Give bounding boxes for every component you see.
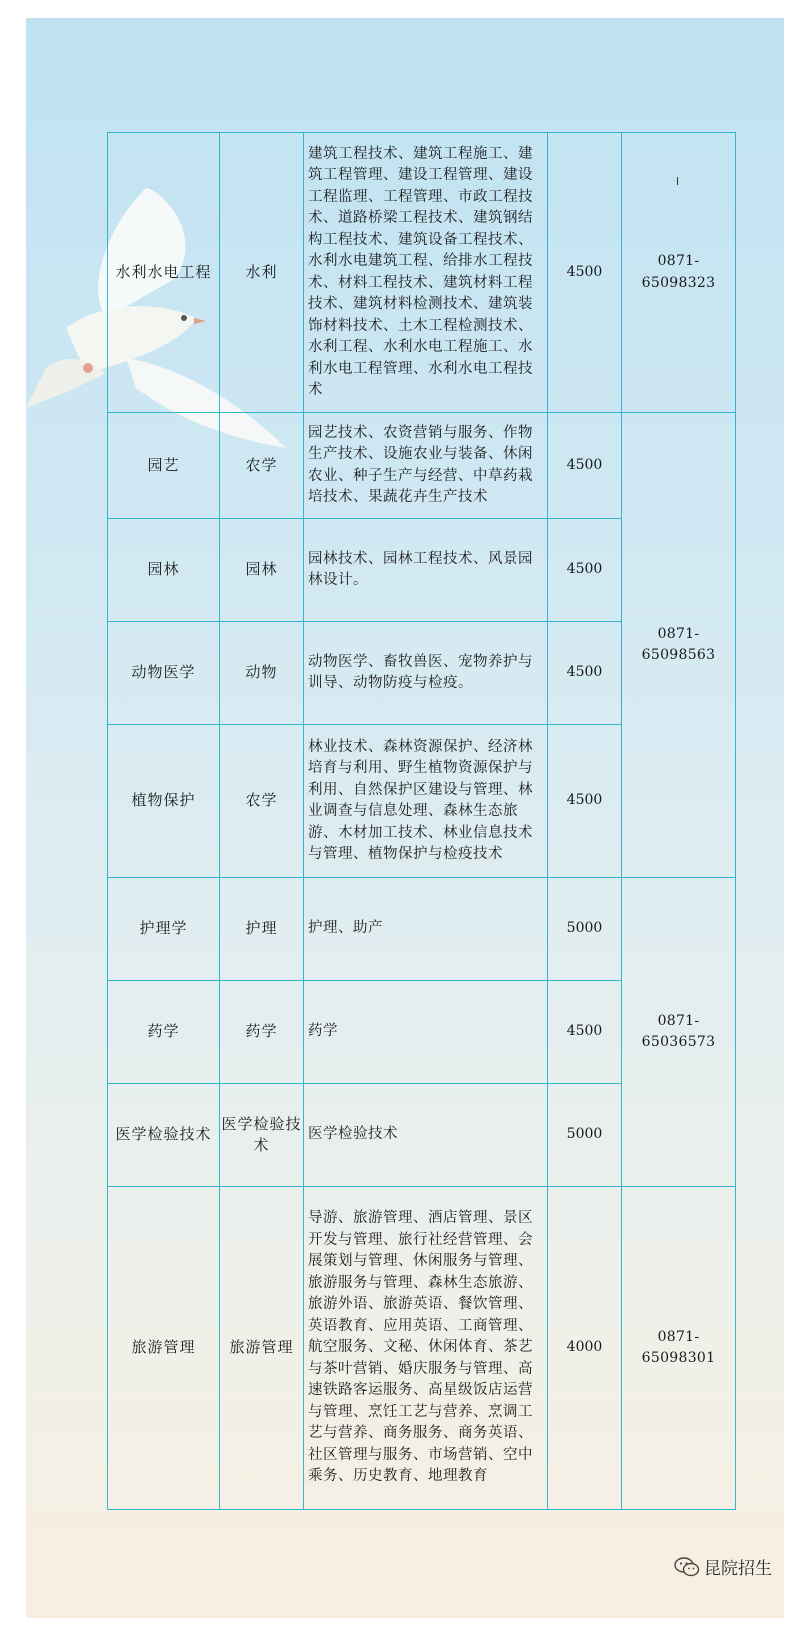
- tuition-fee: 4500: [548, 981, 622, 1084]
- major-name: 药学: [108, 981, 220, 1084]
- wechat-icon: [674, 1557, 700, 1577]
- contact-phone: 0871-65098563: [622, 413, 736, 878]
- table-row: [108, 133, 736, 413]
- major-name: 医学检验技术: [108, 1084, 220, 1187]
- major-category: 农学: [220, 413, 304, 519]
- contact-phone: 0871-65036573: [622, 878, 736, 1187]
- table-row: [108, 1187, 736, 1510]
- major-name: 水利水电工程: [108, 133, 220, 413]
- major-category: 园林: [220, 519, 304, 622]
- account-name: 昆院招生: [704, 1559, 772, 1579]
- contact-phone: 0871-65098301: [622, 1187, 736, 1510]
- poster-background: [26, 18, 784, 1618]
- majors-table: [107, 132, 736, 1510]
- major-description: 园艺技术、农资营销与服务、作物生产技术、设施农业与装备、休闲农业、种子生产与经营、中草药栽培技术、果蔬花卉生产技术: [304, 413, 548, 519]
- major-description: 医学检验技术: [304, 1084, 548, 1187]
- major-category: 动物: [220, 622, 304, 725]
- major-category: 水利: [220, 133, 304, 413]
- major-category: 医学检验技术: [220, 1084, 304, 1187]
- major-description: 林业技术、森林资源保护、经济林培育与利用、野生植物资源保护与利用、自然保护区建设与管理、林业调查与信息处理、森林生态旅游、木材加工技术、林业信息技术与管理、植物保护与检疫技术: [304, 725, 548, 878]
- major-description: 护理、助产: [304, 878, 548, 981]
- major-name: 护理学: [108, 878, 220, 981]
- major-name: 旅游管理: [108, 1187, 220, 1510]
- tuition-fee: 5000: [548, 1084, 622, 1187]
- major-description: 动物医学、畜牧兽医、宠物养护与训导、动物防疫与检疫。: [304, 622, 548, 725]
- major-name: 动物医学: [108, 622, 220, 725]
- tuition-fee: 4000: [548, 1187, 622, 1510]
- major-name: 园林: [108, 519, 220, 622]
- contact-phone: 0871-65098323: [622, 133, 736, 413]
- major-description: 导游、旅游管理、酒店管理、景区开发与管理、旅行社经营管理、会展策划与管理、休闲服务与管理、旅游服务与管理、森林生态旅游、旅游外语、旅游英语、餐饮管理、英语教育、应用英语、工商管理、航空服务、文秘、休闲体育、茶艺与茶叶营销、婚庆服务与管理、高速铁路客运服务、高星级饭店运营与管理、烹饪工艺与营养、烹调工艺与营养、商务服务、商务英语、社区管理与服务、市场营销、空中乘务、历史教育、地理教育: [304, 1187, 548, 1510]
- tuition-fee: 5000: [548, 878, 622, 981]
- major-category: 旅游管理: [220, 1187, 304, 1510]
- wechat-watermark: [674, 1554, 772, 1579]
- tuition-fee: 4500: [548, 133, 622, 413]
- major-category: 农学: [220, 725, 304, 878]
- table-row: [108, 878, 736, 981]
- tuition-fee: 4500: [548, 725, 622, 878]
- tuition-fee: 4500: [548, 622, 622, 725]
- major-name: 园艺: [108, 413, 220, 519]
- major-description: 药学: [304, 981, 548, 1084]
- major-description: 园林技术、园林工程技术、风景园林设计。: [304, 519, 548, 622]
- table-row: [108, 413, 736, 519]
- major-category: 药学: [220, 981, 304, 1084]
- major-category: 护理: [220, 878, 304, 981]
- major-name: 植物保护: [108, 725, 220, 878]
- major-description: 建筑工程技术、建筑工程施工、建筑工程管理、建设工程管理、建设工程监理、工程管理、市政工程技术、道路桥梁工程技术、建筑钢结构工程技术、建筑设备工程技术、水利水电建筑工程、给排水工程技术、材料工程技术、建筑材料工程技术、建筑材料检测技术、建筑装饰材料技术、土木工程检测技术、水利工程、水利水电工程施工、水利水电工程管理、水利水电工程技术: [304, 133, 548, 413]
- tuition-fee: 4500: [548, 413, 622, 519]
- tuition-fee: 4500: [548, 519, 622, 622]
